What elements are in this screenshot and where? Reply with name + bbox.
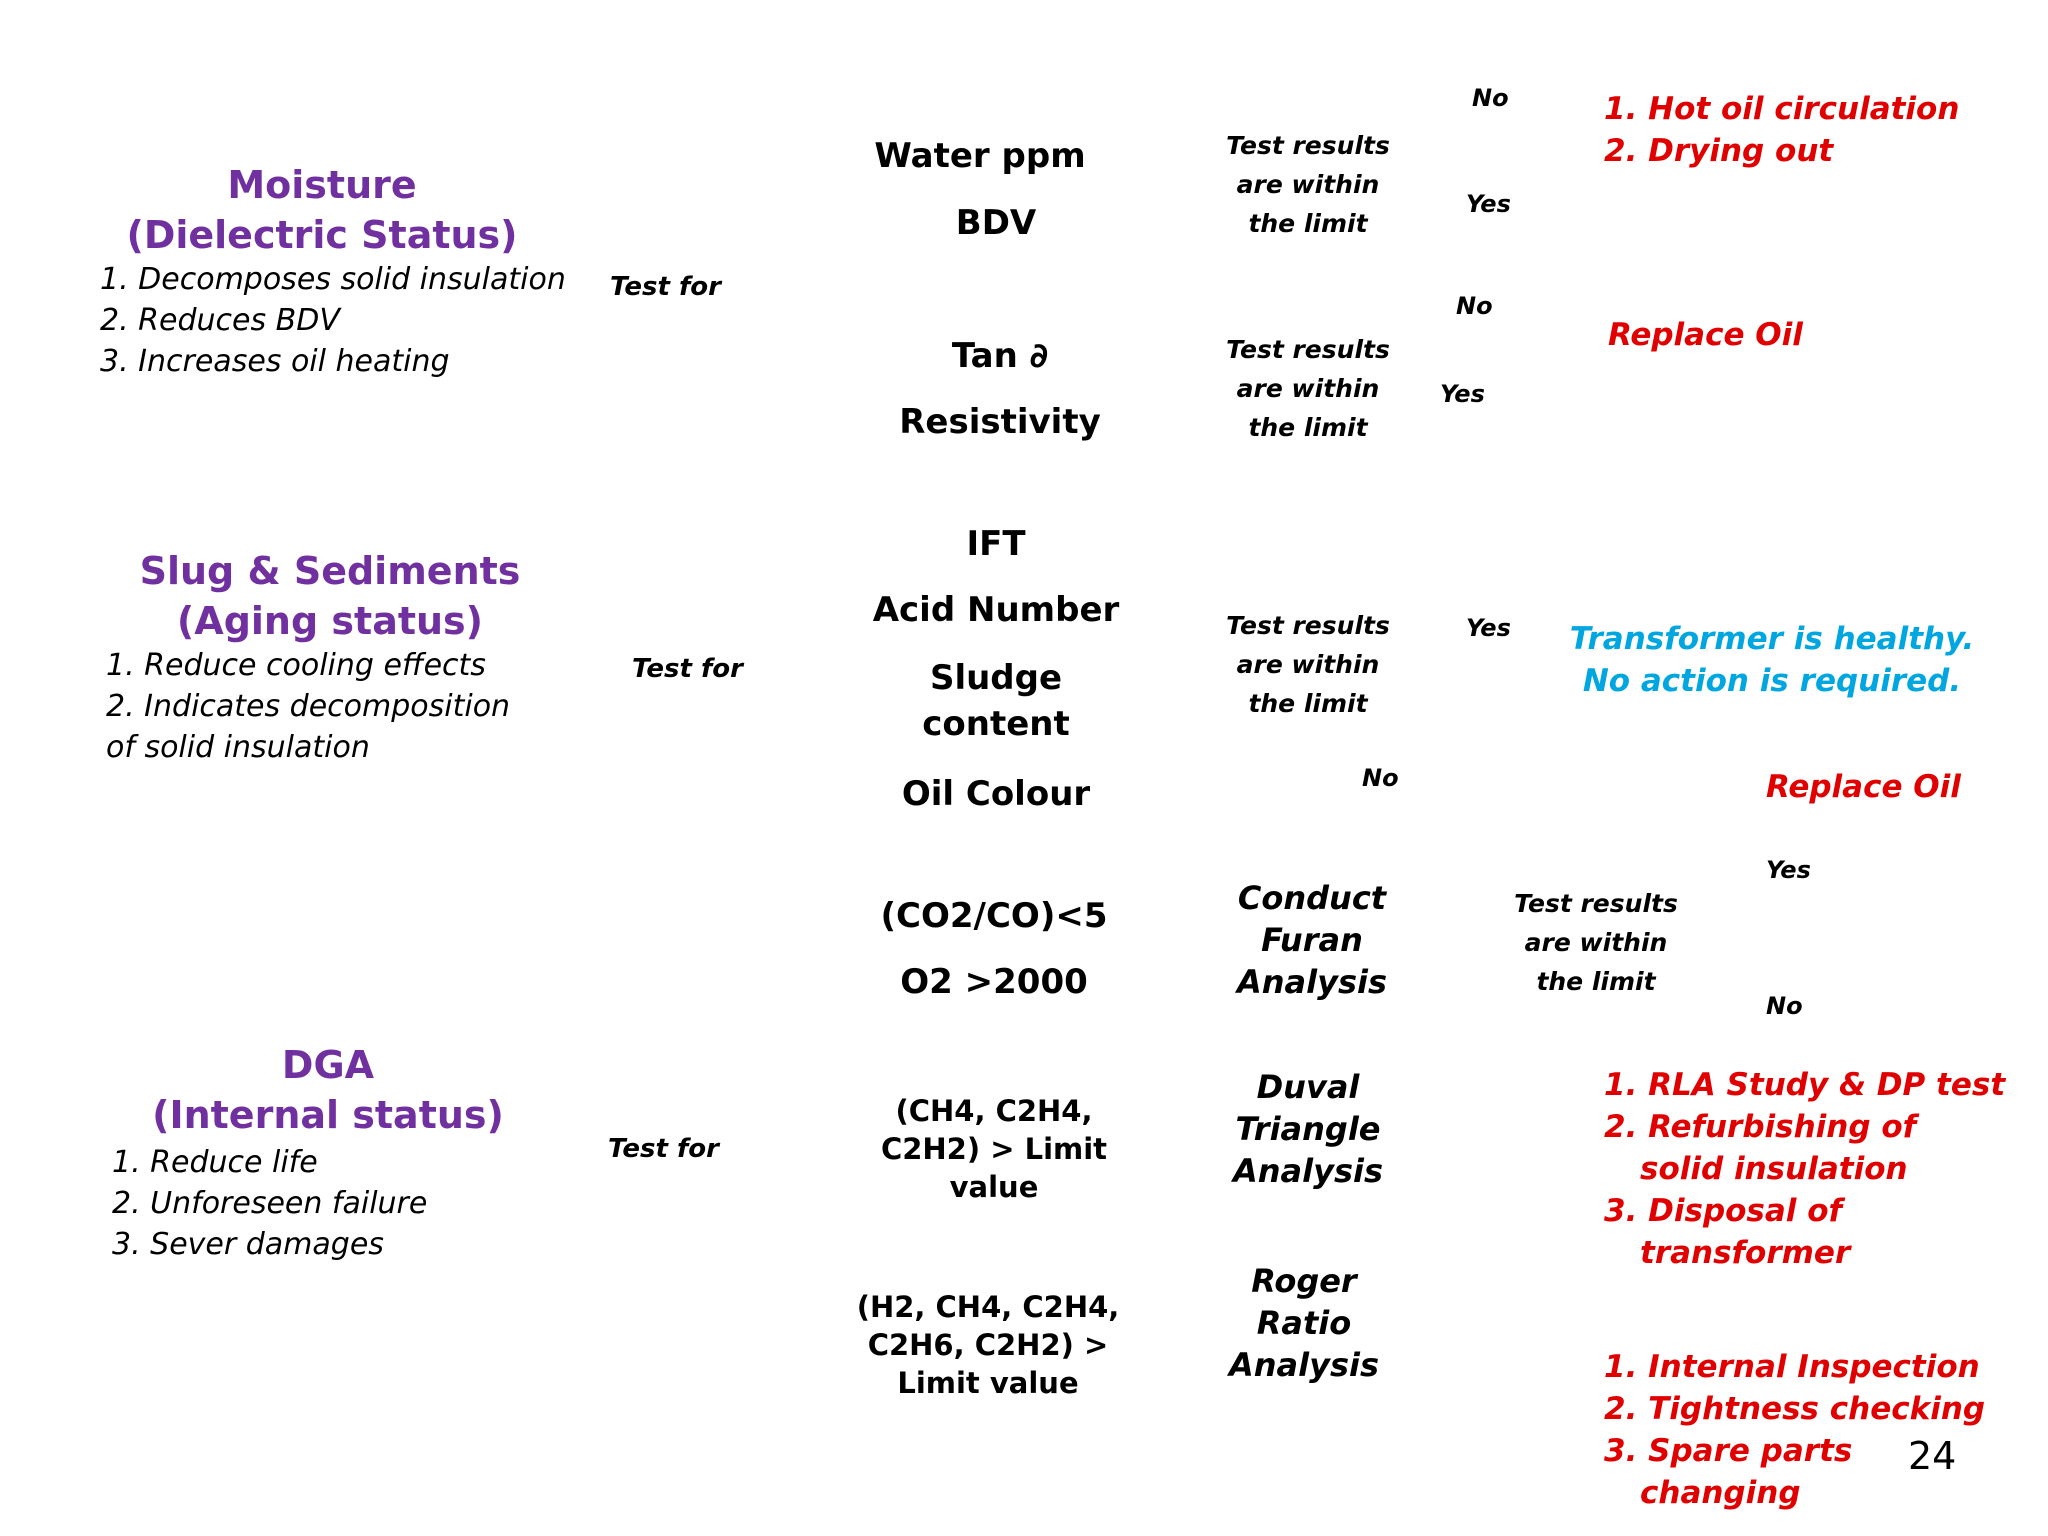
answer-yes-4: Yes [1766,856,1811,884]
slug-effects: 1. Reduce cooling effects 2. Indicates decomposition of solid insulation [106,648,511,765]
slug-title: Slug & Sediments (Aging status) [139,549,521,643]
check-slug: Test results are within the limit [1226,611,1390,718]
dga-test-for: Test for [608,1134,719,1164]
action-replace-oil-2: Replace Oil [1766,769,1961,805]
param-water-ppm: Water ppm [874,136,1086,176]
check-moisture-1: Test results are within the limit [1226,131,1390,238]
answer-no-1: No [1472,84,1509,112]
param-tan-delta: Tan ∂ [951,336,1049,376]
answer-no-4: No [1766,992,1803,1020]
moisture-effects: 1. Decomposes solid insulation 2. Reduces BDV 3. Increases oil heating [100,262,566,379]
dga-effects: 1. Reduce life 2. Unforeseen failure 3. Sever damages [112,1145,428,1262]
param-acid-number: Acid Number [872,590,1120,630]
action-replace-oil-1: Replace Oil [1608,317,1803,353]
param-oil-colour: Oil Colour [901,774,1091,814]
answer-yes-2: Yes [1440,380,1485,408]
answer-yes-1: Yes [1466,190,1511,218]
param-h2-group: (H2, CH4, C2H4, C2H6, C2H2) > Limit value [856,1290,1120,1400]
action-internal-inspection: 1. Internal Inspection 2. Tightness checking 3. Spare parts changing [1604,1349,1986,1511]
dga-title: DGA (Internal status) [152,1043,504,1137]
param-ift: IFT [966,524,1026,564]
check-moisture-2: Test results are within the limit [1226,335,1390,442]
moisture-test-for: Test for [610,272,721,302]
param-bdv: BDV [955,203,1037,243]
param-resistivity: Resistivity [899,402,1101,442]
answer-no-2: No [1456,292,1493,320]
answer-yes-3: Yes [1466,614,1511,642]
slug-test-for: Test for [632,654,743,684]
analysis-duval: Duval Triangle Analysis [1232,1068,1384,1190]
page-number: 24 [1908,1434,1957,1478]
action-rla-study: 1. RLA Study & DP test 2. Refurbishing of solid insulation 3. Disposal of transformer [1604,1067,2006,1271]
answer-no-3: No [1362,764,1399,792]
moisture-title: Moisture (Dielectric Status) [126,163,518,257]
action-hot-oil-drying: 1. Hot oil circulation 2. Drying out [1604,91,1960,169]
param-ch4-group: (CH4, C2H4, C2H2) > Limit value [880,1094,1108,1204]
analysis-furan: Conduct Furan Analysis [1236,879,1388,1001]
check-furan: Test results are within the limit [1514,889,1678,996]
transformer-healthy-message: Transformer is healthy. No action is required. [1569,621,1975,699]
param-o2: O2 >2000 [900,962,1088,1002]
param-co2-co: (CO2/CO)<5 [880,896,1108,936]
analysis-roger: Roger Ratio Analysis [1228,1262,1380,1384]
param-sludge-content: Sludge content [922,658,1070,744]
